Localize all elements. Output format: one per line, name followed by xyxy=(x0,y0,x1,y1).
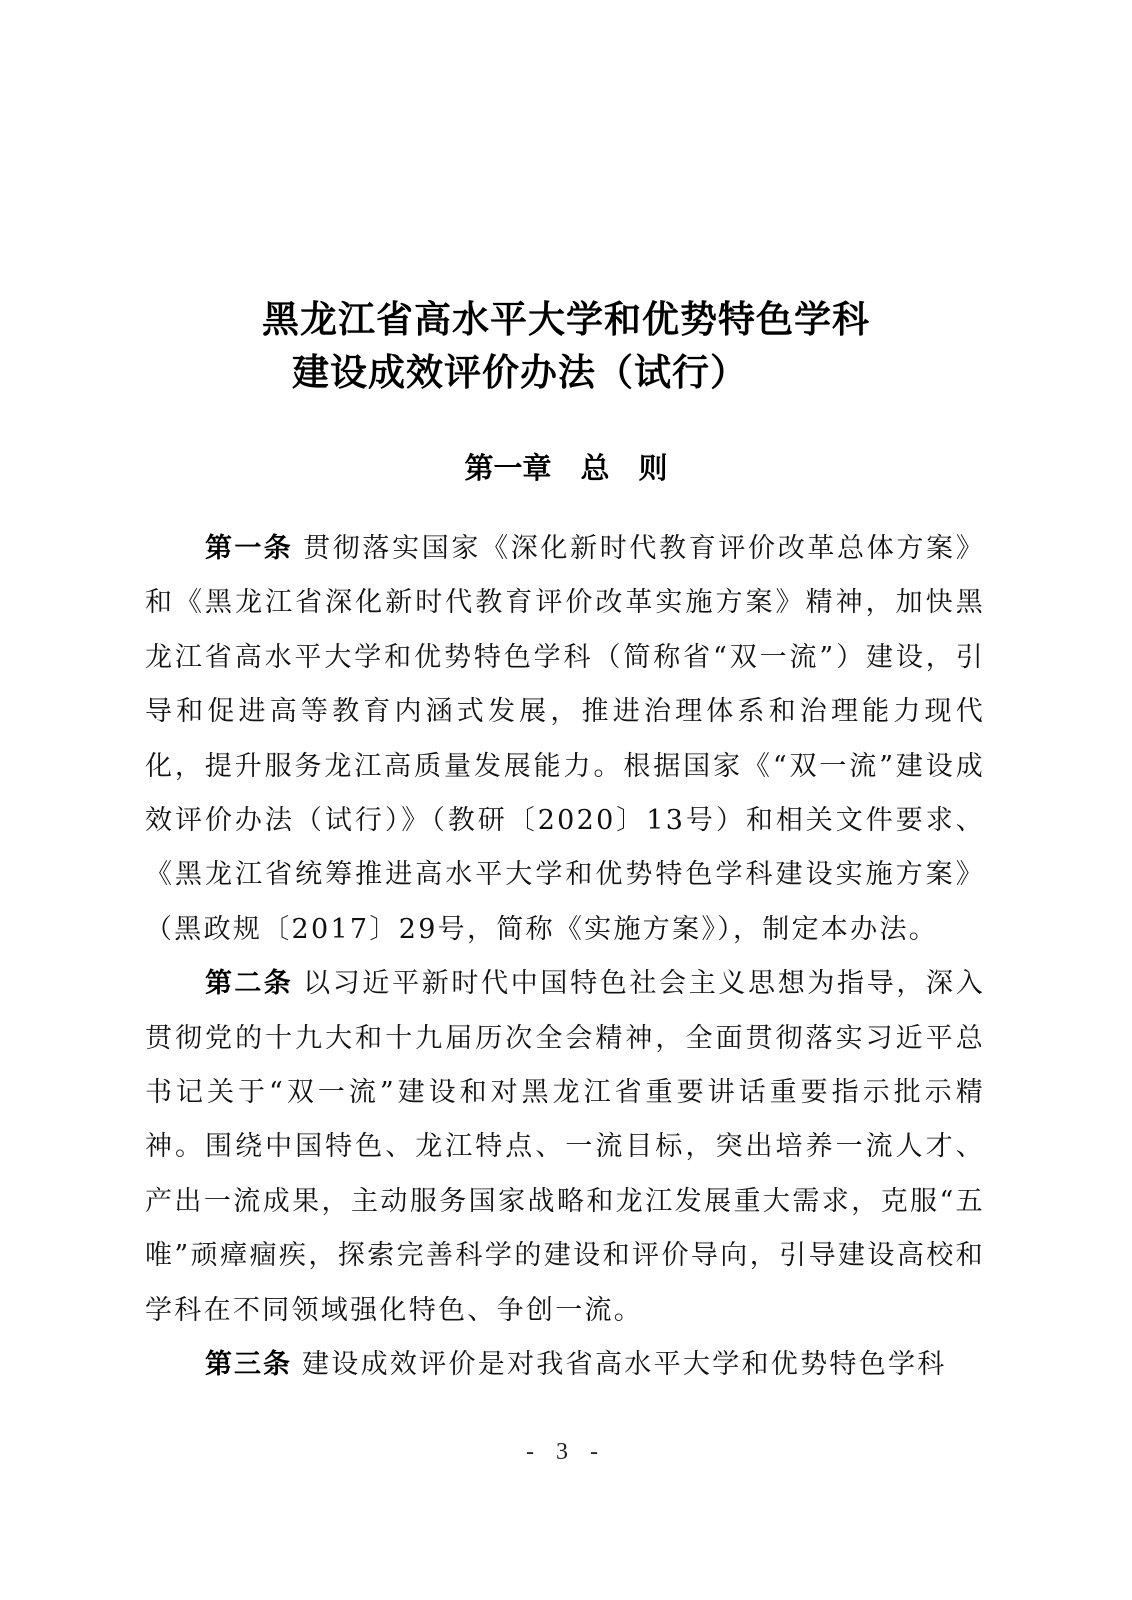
article-2 xyxy=(145,957,985,1338)
article-1 xyxy=(145,522,985,957)
article-2-text: 以习近平新时代中国特色社会主义思想为指导，深入贯彻党的十九大和十九届历次全会精神，全面贯彻落实习近平总书记关于“双一流”建设和对黑龙江省重要讲话重要指示批示精神。围绕中国特色、龙江特点、一流目标，突出培养一流人才、产出一流成果，主动服务国家战略和龙江发展重大需求，克服“五唯”顽瘴痼疾，探索完善科学的建设和评价导向，引导建设高校和学科在不同领域强化特色、争创一流。 xyxy=(145,968,985,1326)
article-1-label: 第一条 xyxy=(205,533,294,564)
document-title-line-2: 建设成效评价办法（试行） xyxy=(292,350,748,394)
article-3-text: 建设成效评价是对我省高水平大学和优势特色学科 xyxy=(302,1349,947,1381)
article-2-label: 第二条 xyxy=(205,968,294,1000)
document-body xyxy=(145,522,985,1393)
article-3-label: 第三条 xyxy=(205,1349,292,1381)
page-number: - 3 - xyxy=(526,1439,606,1465)
article-1-text: 贯彻落实国家《深化新时代教育评价改革总体方案》和《黑龙江省深化新时代教育评价改革实施方案》精神，加快黑龙江省高水平大学和优势特色学科（简称省“双一流”）建设，引导和促进高等教育内涵式发展，推进治理体系和治理能力现代化，提升服务龙江高质量发展能力。根据国家《“双一流”建设成效评价办法（试行）》（教研〔2020〕13号）和相关文件要求、《黑龙江省统筹推进高水平大学和优势特色学科建设实施方案》（黑政规〔2017〕29号，简称《实施方案》），制定本办法。 xyxy=(145,533,985,945)
document-title-line-1: 黑龙江省高水平大学和优势特色学科 xyxy=(262,297,870,341)
chapter-heading: 第一章 总 则 xyxy=(464,451,668,485)
article-3 xyxy=(145,1338,985,1392)
